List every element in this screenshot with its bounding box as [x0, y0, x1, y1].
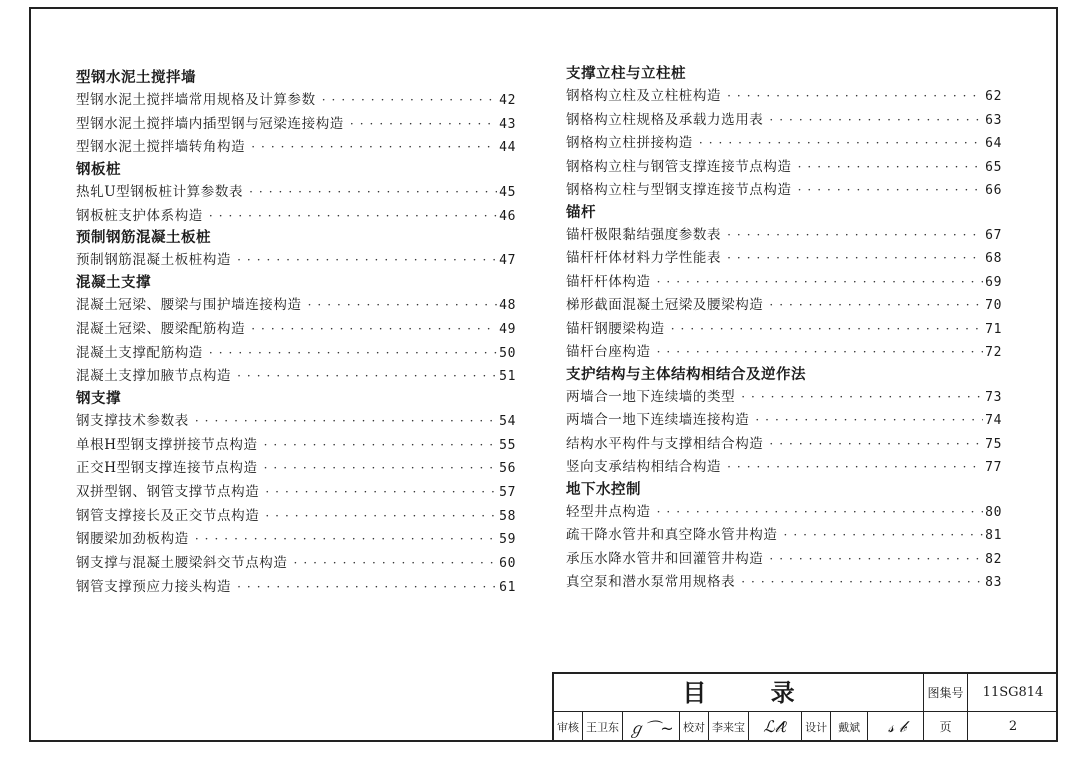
toc-entry-page: 70: [985, 298, 1002, 313]
toc-entry-page: 63: [985, 112, 1002, 128]
dot-leader: [769, 294, 983, 318]
toc-entry-page: 66: [985, 183, 1002, 198]
toc-entry[interactable]: [76, 481, 516, 505]
toc-entry-title: 混凝土冠梁、腰梁与围护墙连接构造: [76, 297, 302, 314]
title-block-title: 目 录: [554, 674, 924, 712]
dot-leader: [237, 365, 497, 389]
toc-entry[interactable]: [566, 409, 1002, 433]
section-title: 支护结构与主体结构相结合及逆作法: [566, 366, 806, 383]
section-title: 预制钢筋混凝土板桩: [76, 230, 211, 247]
toc-entry-title: 型钢水泥土搅拌墙转角构造: [76, 139, 246, 156]
atlas-number-label: 图集号: [924, 674, 968, 712]
dot-leader: [657, 271, 984, 295]
toc-entry-page: 46: [499, 208, 516, 224]
toc-entry-title: 轻型井点构造: [566, 503, 651, 520]
toc-entry-title: 承压水降水管井和回灌管井构造: [566, 550, 764, 567]
toc-entry-page: 67: [985, 227, 1002, 243]
toc-entry-page: 59: [499, 532, 516, 548]
page-number: 2: [1008, 719, 1018, 734]
dot-leader: [741, 386, 983, 410]
toc-entry-page: 47: [499, 253, 516, 269]
toc-entry-page: 74: [985, 413, 1002, 428]
toc-entry-page: 49: [499, 321, 516, 337]
toc-entry-page: 73: [985, 389, 1002, 405]
section-title: 型钢水泥土搅拌墙: [76, 70, 196, 86]
toc-entry-title: 钢支撑与混凝土腰梁斜交节点构造: [76, 555, 288, 571]
dot-leader: [249, 181, 497, 205]
toc-entry-title: 钢格构立柱及立柱桩构造: [566, 88, 722, 104]
toc-entry-page: 64: [985, 136, 1002, 151]
toc-section: [76, 389, 516, 600]
toc-entry-title: 热轧U型钢板桩计算参数表: [76, 184, 244, 201]
toc-entry[interactable]: [566, 224, 1002, 248]
atlas-number: 11SG814: [968, 674, 1058, 712]
toc-section: [566, 64, 1002, 203]
toc-entry-title: 钢管支撑预应力接头构造: [76, 578, 232, 595]
dot-leader: [727, 456, 983, 480]
toc-entry[interactable]: [76, 205, 516, 229]
toc-section: [566, 203, 1002, 365]
toc-entry-title: 混凝土支撑加腋节点构造: [76, 368, 232, 385]
toc-entry-page: 60: [499, 556, 516, 571]
toc-entry-title: 真空泵和潜水泵常用规格表: [566, 574, 736, 590]
toc-entry[interactable]: [76, 249, 516, 273]
toc-entry-page: 42: [499, 93, 516, 108]
dot-leader: [798, 156, 984, 180]
designer-name: 戴斌: [838, 721, 861, 734]
toc-entry-page: 65: [985, 159, 1002, 175]
section-title: 混凝土支撑: [76, 275, 151, 292]
dot-leader: [657, 341, 984, 365]
toc-entry[interactable]: [566, 456, 1002, 480]
toc-entry-title: 混凝土支撑配筋构造: [76, 344, 203, 361]
toc-entry-title: 钢腰梁加劲板构造: [76, 531, 189, 548]
toc-entry-page: 58: [499, 508, 516, 524]
toc-entry-title: 正交H型钢支撑连接节点构造: [76, 460, 258, 477]
toc-entry-title: 预制钢筋混凝土板桩构造: [76, 252, 232, 269]
toc-entry-title: 钢格构立柱拼接构造: [566, 135, 693, 151]
dot-leader: [264, 457, 498, 481]
designer-signature: 𝓈 𝒷: [888, 717, 906, 736]
toc-entry-title: 梯形截面混凝土冠梁及腰梁构造: [566, 297, 764, 313]
toc-entry[interactable]: [76, 89, 516, 113]
toc-entry[interactable]: [76, 181, 516, 205]
dot-leader: [294, 552, 498, 576]
toc-entry[interactable]: [76, 342, 516, 366]
toc-entry-title: 钢板桩支护体系构造: [76, 207, 203, 224]
toc-entry-page: 81: [985, 528, 1002, 543]
toc-entry-title: 钢支撑技术参数表: [76, 412, 189, 429]
dot-leader: [798, 179, 984, 203]
toc-entry[interactable]: [566, 318, 1002, 342]
toc-entry-page: 44: [499, 140, 516, 156]
toc-entry[interactable]: [566, 433, 1002, 457]
toc-entry-title: 锚杆杆体材料力学性能表: [566, 250, 722, 266]
dot-leader: [209, 342, 497, 366]
toc-entry-page: 61: [499, 579, 516, 595]
dot-leader: [784, 524, 984, 548]
toc-entry[interactable]: [566, 548, 1002, 572]
dot-leader: [769, 433, 983, 457]
dot-leader: [251, 318, 497, 342]
toc-entry[interactable]: [566, 247, 1002, 271]
dot-leader: [209, 205, 497, 229]
toc-entry-title: 两墙合一地下连续墙连接构造: [566, 412, 750, 428]
toc-entry[interactable]: [76, 294, 516, 318]
toc-entry-title: 疏干降水管井和真空降水管井构造: [566, 527, 778, 543]
review-label: 审核: [557, 721, 579, 734]
toc-entry[interactable]: [566, 571, 1002, 595]
toc-section: [566, 365, 1002, 480]
toc-entry[interactable]: [566, 294, 1002, 318]
toc-entry[interactable]: [76, 434, 516, 458]
dot-leader: [727, 224, 983, 248]
toc-entry[interactable]: [76, 410, 516, 434]
checker-name: 李来宝: [711, 721, 745, 734]
toc-entry-page: 80: [985, 504, 1002, 520]
toc-entry[interactable]: [76, 365, 516, 389]
toc-entry-title: 型钢水泥土搅拌墙常用规格及计算参数: [76, 92, 316, 108]
toc-entry[interactable]: [566, 341, 1002, 365]
toc-section: [76, 160, 516, 228]
dot-leader: [769, 109, 983, 133]
toc-entry-page: 51: [499, 369, 516, 385]
toc-entry-page: 50: [499, 345, 516, 361]
toc-entry-title: 锚杆极限黏结强度参数表: [566, 226, 722, 243]
toc-entry-title: 单根H型钢支撑拼接节点构造: [76, 436, 258, 453]
toc-entry-title: 双拼型钢、钢管支撑节点构造: [76, 483, 260, 500]
dot-leader: [265, 505, 497, 529]
toc-entry-page: 83: [985, 575, 1002, 590]
section-title: 支撑立柱与立柱桩: [566, 66, 686, 82]
toc-entry[interactable]: [566, 179, 1002, 203]
toc-entry-title: 型钢水泥土搅拌墙内插型钢与冠梁连接构造: [76, 115, 344, 132]
toc-entry-title: 钢格构立柱与型钢支撑连接节点构造: [566, 182, 792, 198]
dot-leader: [251, 136, 497, 160]
toc-entry-page: 48: [499, 298, 516, 314]
toc-entry[interactable]: [566, 132, 1002, 156]
toc-entry-title: 两墙合一地下连续墙的类型: [566, 388, 736, 405]
signature-row: [554, 712, 924, 742]
toc-entry[interactable]: [76, 505, 516, 529]
toc-entry-page: 77: [985, 460, 1002, 475]
toc-entry-page: 45: [499, 185, 516, 201]
toc-entry[interactable]: [566, 109, 1002, 133]
toc-entry-page: 55: [499, 437, 516, 453]
design-label: 设计: [805, 721, 828, 734]
toc-entry-page: 75: [985, 436, 1002, 452]
toc-section: [76, 273, 516, 389]
checker-signature: ℒ𝓁ℓ: [763, 717, 787, 736]
toc-entry[interactable]: [76, 318, 516, 342]
toc-entry-page: 57: [499, 484, 516, 500]
toc-entry-title: 锚杆杆体构造: [566, 273, 651, 290]
dot-leader: [727, 247, 983, 271]
toc-entry-title: 锚杆钢腰梁构造: [566, 320, 665, 337]
dot-leader: [195, 410, 497, 434]
dot-leader: [265, 481, 497, 505]
toc-entry-page: 43: [499, 116, 516, 132]
toc-section: [76, 68, 516, 160]
toc-entry-page: 54: [499, 413, 516, 429]
toc-section: [566, 480, 1002, 595]
toc-entry[interactable]: [76, 457, 516, 481]
toc-right-column: [566, 64, 1002, 595]
toc-entry[interactable]: [566, 271, 1002, 295]
dot-leader: [264, 434, 498, 458]
toc-entry-page: 62: [985, 89, 1002, 104]
toc-entry-page: 56: [499, 461, 516, 477]
toc-entry-page: 82: [985, 551, 1002, 567]
dot-leader: [741, 571, 983, 595]
dot-leader: [769, 548, 983, 572]
dot-leader: [237, 576, 497, 600]
check-label: 校对: [682, 721, 705, 734]
toc-entry-page: 69: [985, 274, 1002, 290]
title-block: [552, 672, 1058, 742]
toc-entry-title: 结构水平构件与支撑相结合构造: [566, 435, 764, 452]
toc-entry[interactable]: [76, 113, 516, 137]
page-label: 页: [924, 712, 968, 742]
toc-entry[interactable]: [76, 136, 516, 160]
dot-leader: [322, 89, 497, 113]
toc-entry-title: 钢格构立柱与钢管支撑连接节点构造: [566, 158, 792, 175]
toc-entry[interactable]: [566, 156, 1002, 180]
dot-leader: [308, 294, 498, 318]
reviewer-name: 王卫东: [585, 721, 619, 734]
toc-entry-page: 68: [985, 251, 1002, 266]
dot-leader: [195, 528, 497, 552]
dot-leader: [699, 132, 983, 156]
toc-left-column: [76, 68, 516, 599]
toc-entry[interactable]: [76, 576, 516, 600]
toc-entry[interactable]: [566, 524, 1002, 548]
toc-section: [76, 228, 516, 273]
dot-leader: [727, 85, 983, 109]
toc-entry-title: 钢管支撑接长及正交节点构造: [76, 507, 260, 524]
toc-entry-title: 钢格构立柱规格及承载力选用表: [566, 111, 764, 128]
section-title: 地下水控制: [566, 481, 641, 498]
toc-entry[interactable]: [76, 528, 516, 552]
reviewer-signature: ℊ⌒~: [628, 718, 674, 738]
dot-leader: [671, 318, 983, 342]
section-title: 钢支撑: [76, 390, 121, 407]
toc-entry[interactable]: [566, 85, 1002, 109]
toc-entry[interactable]: [76, 552, 516, 576]
toc-entry-page: 72: [985, 345, 1002, 360]
toc-entry[interactable]: [566, 386, 1002, 410]
dot-leader: [350, 113, 497, 137]
dot-leader: [237, 249, 497, 273]
toc-entry-title: 混凝土冠梁、腰梁配筋构造: [76, 320, 246, 337]
dot-leader: [657, 501, 984, 525]
section-title: 钢板桩: [76, 162, 121, 179]
toc-entry-page: 71: [985, 321, 1002, 337]
toc-entry[interactable]: [566, 501, 1002, 525]
section-title: 锚杆: [566, 204, 596, 221]
toc-entry-title: 竖向支承结构相结合构造: [566, 459, 722, 475]
toc-entry-title: 锚杆台座构造: [566, 344, 651, 360]
dot-leader: [755, 409, 983, 433]
